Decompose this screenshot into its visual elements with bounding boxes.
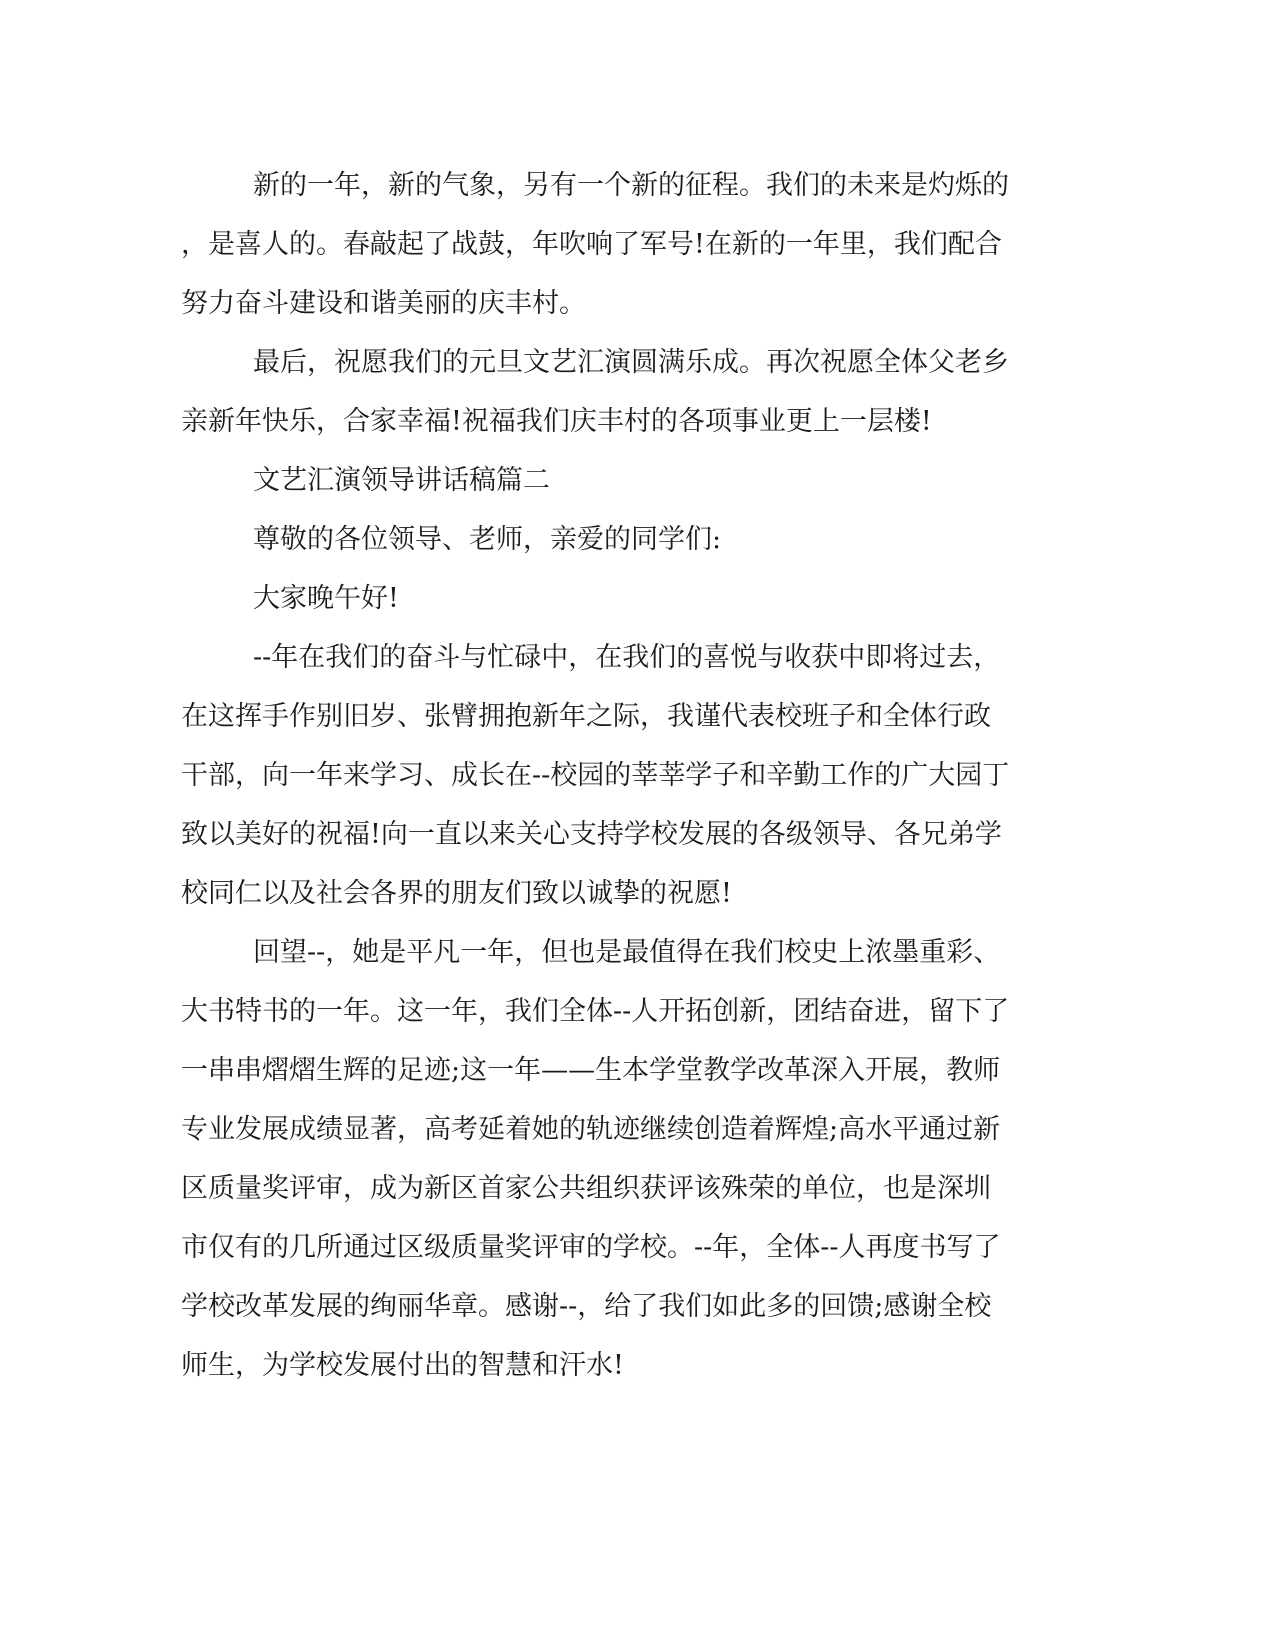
- text-line: ，是喜人的。春敲起了战鼓，年吹响了军号!在新的一年里，我们配合: [181, 229, 1002, 260]
- text-line: 专业发展成绩显著，高考延着她的轨迹继续创造着辉煌;高水平通过新: [181, 1114, 1001, 1145]
- text-line: 学校改革发展的绚丽华章。感谢--，给了我们如此多的回馈;感谢全校: [181, 1291, 992, 1322]
- text-line: 努力奋斗建设和谐美丽的庆丰村。: [181, 288, 586, 319]
- text-line: 大书特书的一年。这一年，我们全体--人开拓创新，团结奋进，留下了: [181, 996, 1010, 1027]
- salutation: 尊敬的各位领导、老师，亲爱的同学们:: [253, 524, 722, 555]
- text-line: 亲新年快乐，合家幸福!祝福我们庆丰村的各项事业更上一层楼!: [181, 406, 932, 437]
- greeting: 大家晚午好!: [253, 583, 399, 614]
- section-heading: 文艺汇演领导讲话稿篇二: [253, 465, 550, 496]
- text-line: 干部，向一年来学习、成长在--校园的莘莘学子和辛勤工作的广大园丁: [181, 760, 1010, 791]
- text-line: 回望--，她是平凡一年，但也是最值得在我们校史上浓墨重彩、: [253, 937, 1001, 968]
- text-line: 校同仁以及社会各界的朋友们致以诚挚的祝愿!: [181, 878, 732, 909]
- document-body: [181, 156, 1031, 1395]
- text-line: 区质量奖评审，成为新区首家公共组织获评该殊荣的单位，也是深圳: [181, 1173, 991, 1204]
- text-line: 在这挥手作别旧岁、张臂拥抱新年之际，我谨代表校班子和全体行政: [181, 701, 991, 732]
- text-line: 一串串熠熠生辉的足迹;这一年——生本学堂教学改革深入开展，教师: [181, 1055, 1001, 1086]
- text-line: 市仅有的几所通过区级质量奖评审的学校。--年，全体--人再度书写了: [181, 1232, 1001, 1263]
- text-line: 最后，祝愿我们的元旦文艺汇演圆满乐成。再次祝愿全体父老乡: [253, 347, 1009, 378]
- text-line: 致以美好的祝福!向一直以来关心支持学校发展的各级领导、各兄弟学: [181, 819, 1002, 850]
- text-line: 师生，为学校发展付出的智慧和汗水!: [181, 1350, 624, 1381]
- text-line: --年在我们的奋斗与忙碌中，在我们的喜悦与收获中即将过去，: [253, 642, 1001, 673]
- text-line: 新的一年，新的气象，另有一个新的征程。我们的未来是灼烁的: [253, 170, 1009, 201]
